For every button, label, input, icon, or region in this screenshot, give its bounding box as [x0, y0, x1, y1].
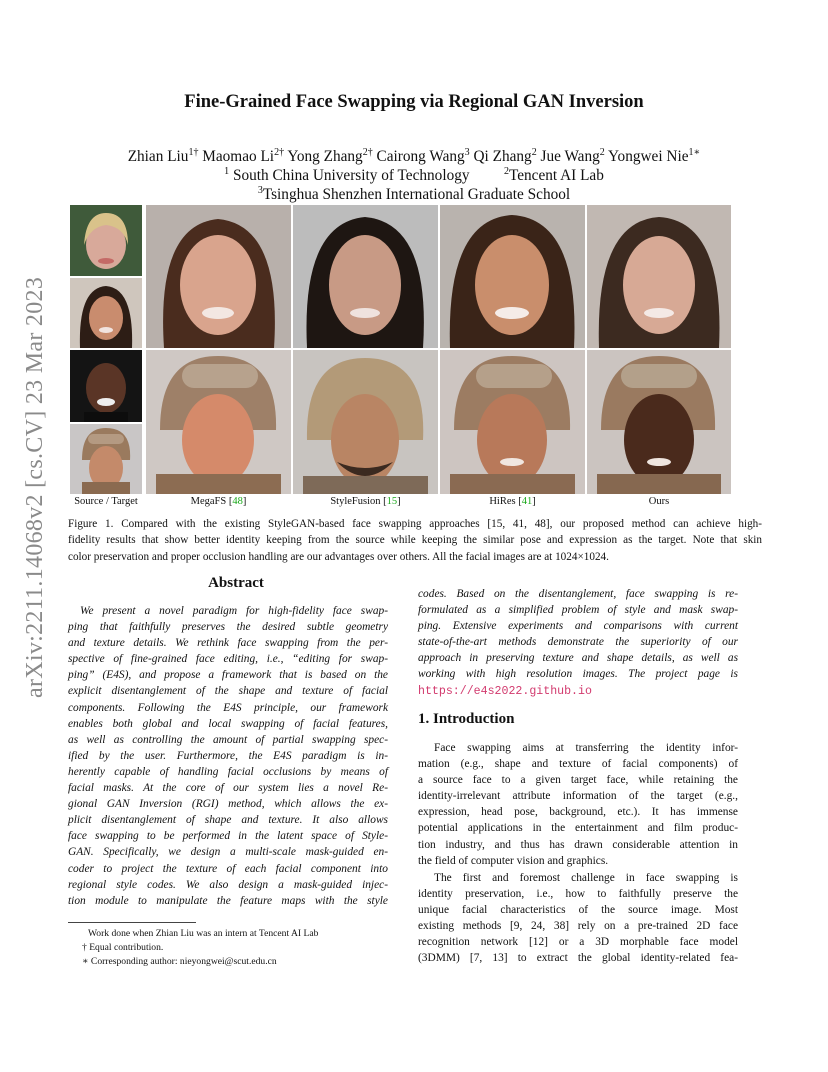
intro-line: (3DMM) [7, 13] to extract the global identity-related fea-	[418, 952, 738, 965]
affiliation: Tencent AI Lab	[508, 167, 604, 185]
intro-line: expression, head pose, background, etc.). It has immense	[418, 806, 738, 819]
label-hires: HiRes [41]	[489, 496, 536, 507]
ours-result-1	[587, 205, 731, 348]
abstract-line: explicit disentanglement of the shape and texture of facial	[68, 685, 388, 698]
abstract-line: codes. Based on the disentanglement, face swapping is re-	[418, 588, 738, 600]
caption-line: fidelity results that show better identity keeping from the source while keeping the similar pose and expression as the target. Note that skin	[68, 534, 762, 547]
intro-line: the field of computer vision and graphics.	[418, 854, 609, 867]
target-image-2	[70, 424, 142, 494]
author-name: Qi Zhang	[473, 148, 532, 166]
label-stylefusion: StyleFusion [15]	[330, 496, 401, 507]
label-source-target: Source / Target	[74, 496, 138, 507]
author-mark: 3	[464, 147, 470, 158]
intro-line: identity preservation, i.e., how to faithfully preserve the	[418, 888, 738, 901]
author-name: Yongwei Nie	[608, 148, 689, 166]
footnote: Work done when Zhian Liu was an intern at Tencent AI Lab	[88, 928, 319, 939]
method-name: MegaFS	[190, 496, 227, 507]
abstract-line: herently capable of handling facial occlusions by means of	[68, 765, 388, 778]
author-name: Jue Wang	[540, 148, 600, 166]
caption-line: Figure 1. Compared with the existing StyleGAN-based face swapping approaches [15, 41, 48], our proposed method can achieve high-	[68, 518, 762, 530]
footnote-rule	[68, 922, 196, 923]
hires-result-1	[440, 205, 585, 348]
intro-line: tion industry, and thus has drawn considerable attention in	[418, 838, 738, 851]
hires-result-2	[440, 350, 585, 494]
author-mark: 2†	[362, 147, 373, 158]
author-mark: 2†	[274, 147, 285, 158]
abstract-line: working with high resolution images. The project page is	[418, 668, 738, 681]
abstract-line: approach in preserving texture and shape details, as well as	[418, 652, 738, 665]
abstract-line: gional GAN Inversion (RGI) method, which allows the ex-	[68, 798, 388, 811]
intro-line: Face swapping aims at transferring the identity infor-	[434, 742, 738, 754]
affil-mark: 1	[224, 166, 230, 177]
abstract-continuation	[418, 586, 738, 699]
abstract-line: enables both global and local swapping of facial features,	[68, 717, 388, 730]
author-name: Maomao Li	[202, 148, 275, 166]
label-ours: Ours	[648, 496, 670, 507]
abstract-body	[68, 603, 388, 909]
author-name: Cairong Wang	[376, 148, 465, 166]
footnote: † Equal contribution.	[82, 942, 164, 953]
affiliation: Tsinghua Shenzhen International Graduate School	[262, 186, 571, 204]
intro-line: existing methods [9, 24, 38] rely on a pre-trained 2D face	[418, 920, 738, 933]
abstract-line: plicit disentanglement of shape and texture. It also allows	[68, 814, 388, 827]
intro-paragraph-1	[418, 740, 738, 869]
source-image-2	[70, 350, 142, 422]
citation-link[interactable]: 41	[521, 496, 533, 507]
megafs-result-2	[146, 350, 291, 494]
intro-line: potential applications in the entertainment and film produc-	[418, 822, 738, 835]
method-name: HiRes	[489, 496, 516, 507]
intro-line: The first and foremost challenge in face swapping is	[434, 872, 738, 884]
author-mark: 1∗	[688, 147, 701, 158]
source-image-1	[70, 205, 142, 276]
intro-line: mation (e.g., shape and texture of facial components) of	[418, 758, 738, 771]
abstract-line: spective of fine-grained face editing, i.e., “editing for swap-	[68, 653, 388, 666]
arxiv-identifier: arXiv:2211.14068v2 [cs.CV] 23 Mar 2023	[22, 276, 48, 698]
abstract-line: and texture details. We rethink face swapping from the per-	[68, 637, 388, 650]
abstract-line: coder to project the texture of each facial component into	[68, 862, 388, 875]
figure-caption	[68, 516, 762, 565]
abstract-line: ping that faithfully preserves the desired subtle geometry	[68, 621, 388, 634]
affiliation: South China University of Technology	[232, 167, 470, 185]
author-name: Yong Zhang	[287, 148, 363, 166]
abstract-line: ified by the user. Furthermore, the E4S paradigm is in-	[68, 749, 388, 762]
author-mark: 2	[599, 147, 605, 158]
label-megafs: MegaFS [48]	[190, 496, 247, 507]
intro-paragraph-2	[418, 870, 738, 967]
abstract-heading: Abstract	[208, 575, 264, 591]
intro-line: recognition network [12] or a 3D morphable face model	[418, 936, 738, 949]
abstract-line: ping. Extensive experiments and comparisons with current	[418, 620, 738, 633]
intro-line: unique facial characteristics of the source image. Most	[418, 904, 738, 917]
caption-line: color preservation and proper occlusion handling are our advantages over others. All the facial images are at 1024×1024.	[68, 550, 609, 563]
abstract-line: face swapping to be performed in the latent space of Style-	[68, 830, 388, 843]
author-mark: 1†	[188, 147, 199, 158]
section-heading-introduction: 1. Introduction	[418, 711, 515, 727]
stylefusion-result-1	[293, 205, 438, 348]
citation-link[interactable]: 48	[232, 496, 243, 507]
abstract-line: tion module to manipulate the feature maps with the style	[68, 894, 388, 907]
affil-mark: 3	[257, 185, 263, 196]
affiliation-line	[0, 181, 828, 204]
author-name: Zhian Liu	[127, 148, 189, 166]
abstract-line: state-of-the-art methods demonstrate the superiority of our	[418, 636, 738, 649]
abstract-line: ping” (E4S), and propose a framework that is based on the	[68, 669, 388, 682]
abstract-line: as well as controlling the amount of partial swapping spec-	[68, 733, 388, 746]
abstract-line: GAN. Specifically, we design a multi-scale mask-guided en-	[68, 846, 388, 859]
megafs-result-1	[146, 205, 291, 348]
author-mark: 2	[531, 147, 537, 158]
method-name: StyleFusion	[330, 496, 381, 507]
abstract-line: components. Following the E4S principle, our framework	[68, 701, 388, 714]
abstract-line: We present a novel paradigm for high-fidelity face swap-	[80, 605, 388, 617]
intro-line: a source face to a given target face, while retaining the	[418, 774, 738, 787]
intro-line: identity-irrelevant attribute information of the target (e.g.,	[418, 790, 738, 803]
ours-result-2	[587, 350, 731, 494]
footnote: ∗ Corresponding author: nieyongwei@scut.edu.cn	[82, 956, 277, 967]
citation-link[interactable]: 15	[386, 496, 398, 507]
affil-mark: 2	[503, 166, 509, 177]
stylefusion-result-2	[293, 350, 438, 494]
abstract-line: facial masks. At the core of our system lies a novel Re-	[68, 782, 388, 795]
abstract-line: regional style codes. We also design a mask-guided injec-	[68, 878, 388, 891]
project-page-link[interactable]: https://e4s2022.github.io	[418, 684, 592, 698]
abstract-line: formulated as a simplified problem of style and mask swap-	[418, 604, 738, 617]
paper-title: Fine-Grained Face Swapping via Regional GAN Inversion	[184, 92, 644, 112]
target-image-1	[70, 278, 142, 348]
